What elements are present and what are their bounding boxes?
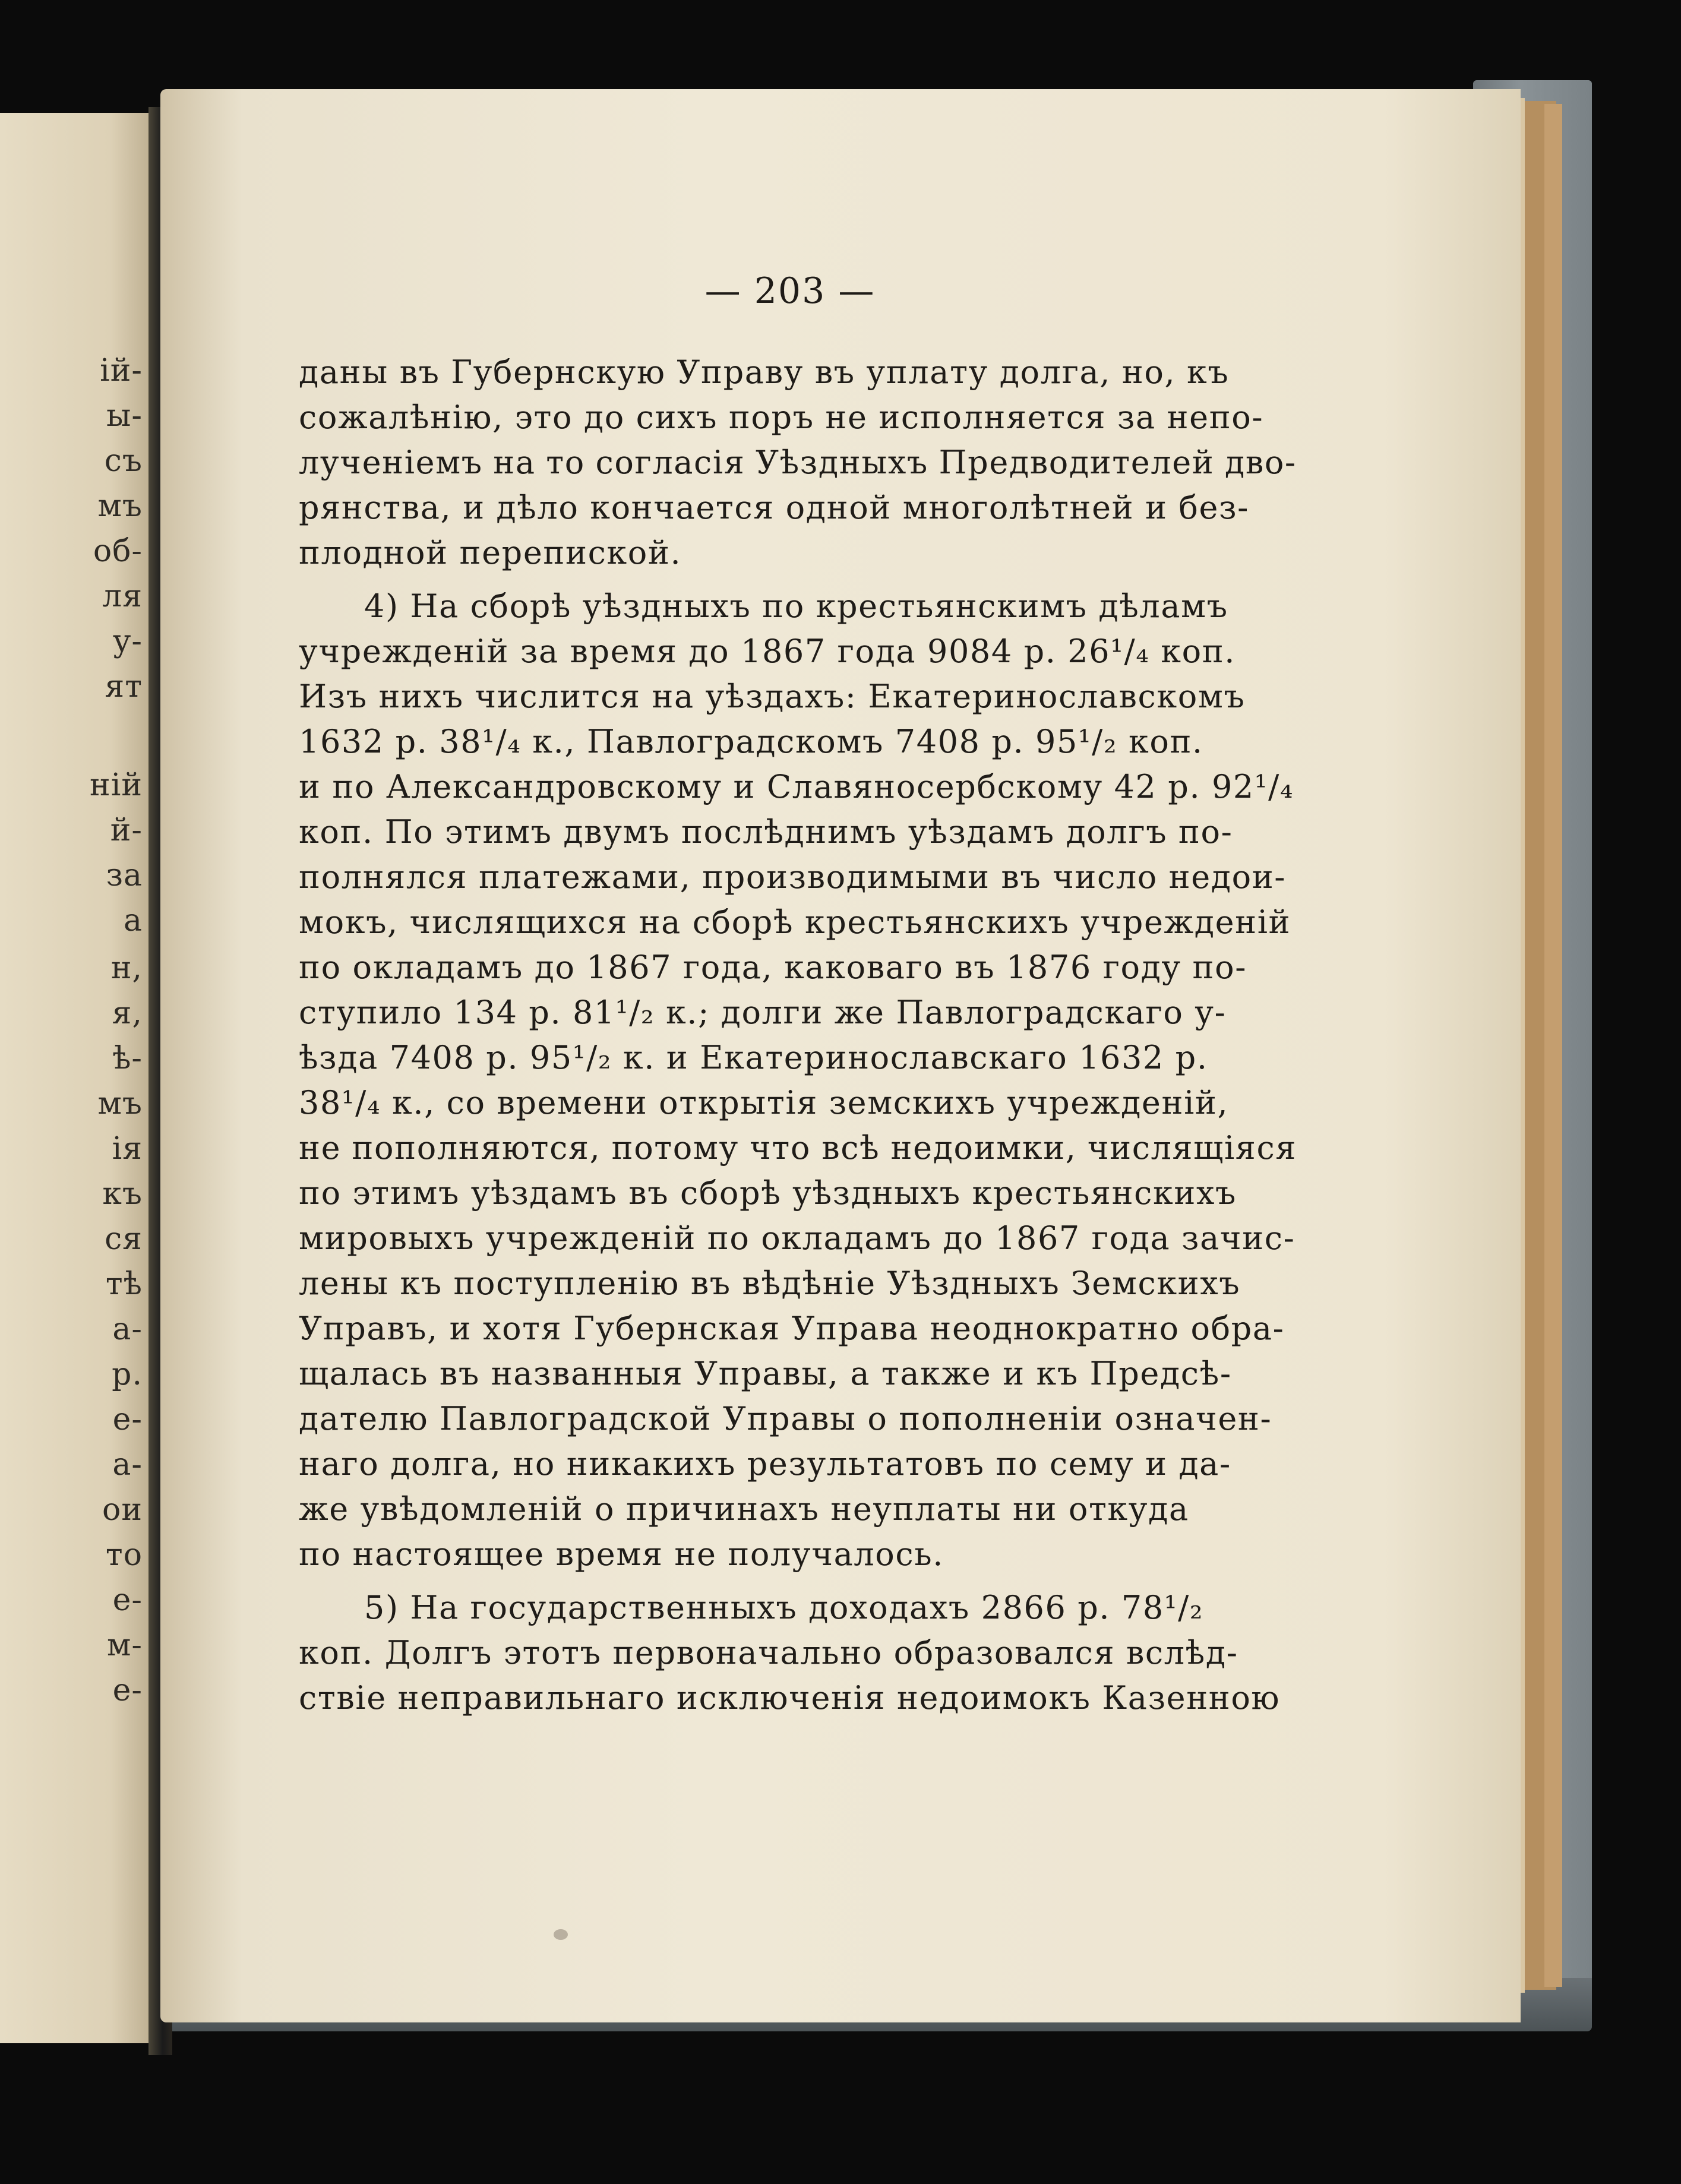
left-page-fragment: за (106, 858, 143, 893)
text-line: мокъ, числящихся на сборѣ крестьянскихъ учрежденій (299, 903, 1291, 941)
left-page-fragment: е- (112, 1582, 143, 1618)
left-page-fragment: ля (102, 579, 143, 614)
left-page-fragment: ои (102, 1492, 143, 1528)
left-page-fragment: ся (105, 1221, 143, 1257)
text-line: 38¹/₄ к., со времени открытія земскихъ учрежденій, (299, 1084, 1229, 1121)
left-page-fragment: р. (112, 1357, 143, 1392)
ink-smudge (554, 1929, 568, 1940)
text-line: ступило 134 р. 81¹/₂ к.; долги же Павлоградскаго у- (299, 994, 1227, 1031)
left-page-fragment: а- (112, 1447, 143, 1483)
text-line: щалась въ названныя Управы, а также и къ Предсѣ- (299, 1355, 1232, 1392)
left-page-fragment: у- (112, 624, 143, 659)
text-line: не пополняются, потому что всѣ недоимки, числящіяся (299, 1129, 1297, 1167)
text-line: по настоящее время не получалось. (299, 1535, 944, 1573)
text-line: ствіе неправильнаго исключенія недоимокъ Казенною (299, 1679, 1281, 1717)
left-page-fragment: ній (90, 767, 143, 803)
text-line: ѣзда 7408 р. 95¹/₂ к. и Екатеринославскаго 1632 р. (299, 1039, 1208, 1076)
left-page-fragment: н, (110, 950, 143, 986)
text-line: Изъ нихъ числится на уѣздахъ: Екатеринославскомъ (299, 678, 1246, 715)
text-line: и по Александровскому и Славяносербскому 42 р. 92¹/₄ (299, 768, 1294, 805)
text-line: даны въ Губернскую Управу въ уплату долга, но, къ (299, 353, 1230, 391)
text-line: плодной перепиской. (299, 534, 682, 571)
left-page-fragment: ія (112, 1131, 143, 1167)
text-line: лученіемъ на то согласія Уѣздныхъ Предводителей дво- (299, 444, 1297, 481)
left-page-fragment: ы- (106, 398, 143, 434)
left-page-fragment: мъ (97, 488, 143, 524)
text-line: 1632 р. 38¹/₄ к., Павлоградскомъ 7408 р. 95¹/₂ коп. (299, 723, 1203, 760)
left-page-fragment: е- (112, 1673, 143, 1708)
text-line: по окладамъ до 1867 года, каковаго въ 1876 году по- (299, 949, 1247, 986)
text-line: коп. По этимъ двумъ послѣднимъ уѣздамъ долгъ по- (299, 813, 1233, 851)
text-line: учрежденій за время до 1867 года 9084 р. 26¹/₄ коп. (299, 633, 1236, 670)
text-line: рянства, и дѣло кончается одной многолѣтней и без- (299, 489, 1249, 526)
text-line: полнялся платежами, производимыми въ число недои- (299, 858, 1287, 896)
left-page-fragment: об- (93, 533, 143, 569)
left-page-fragment: е- (112, 1402, 143, 1437)
left-page-fragment: й- (110, 813, 143, 848)
text-line: дателю Павлоградской Управы о пополненіи означен- (299, 1400, 1272, 1437)
left-page-fragment: мъ (97, 1086, 143, 1121)
left-page-fragment: а (123, 903, 143, 938)
paragraph-start-line: 5) На государственныхъ доходахъ 2866 р. 78¹/₂ (364, 1589, 1204, 1626)
paragraph-start-line: 4) На сборѣ уѣздныхъ по крестьянскимъ дѣламъ (364, 587, 1228, 625)
left-page-fragment: тѣ (105, 1266, 143, 1302)
text-line: Управъ, и хотя Губернская Управа неоднократно обра- (299, 1310, 1285, 1347)
page-edges-outer (1544, 104, 1562, 1987)
text-line: же увѣдомленій о причинахъ неуплаты ни откуда (299, 1490, 1189, 1528)
page-number: — 203 — (704, 270, 876, 312)
left-page-fragment: а- (112, 1311, 143, 1347)
text-line: мировыхъ учрежденій по окладамъ до 1867 года зачис- (299, 1219, 1295, 1257)
text-line: лены къ поступленію въ вѣдѣніе Уѣздныхъ Земскихъ (299, 1265, 1241, 1302)
left-page-fragment: ят (105, 669, 143, 704)
left-page-fragment: съ (104, 443, 143, 479)
text-line: сожалѣнію, это до сихъ поръ не исполняется за непо- (299, 399, 1264, 436)
left-page-fragment: ій- (100, 353, 143, 388)
left-page-fragment: м- (106, 1627, 143, 1663)
text-line: коп. Долгъ этотъ первоначально образовался вслѣд- (299, 1634, 1238, 1671)
left-page-fragment: къ (102, 1176, 143, 1212)
left-page (0, 113, 157, 2043)
left-page-fragment: то (105, 1537, 143, 1573)
left-page-fragment: ѣ- (112, 1041, 143, 1076)
text-line: по этимъ уѣздамъ въ сборѣ уѣздныхъ крестьянскихъ (299, 1174, 1237, 1212)
text-line: наго долга, но никакихъ результатовъ по сему и да- (299, 1445, 1231, 1483)
left-page-fragment: я, (112, 995, 143, 1031)
